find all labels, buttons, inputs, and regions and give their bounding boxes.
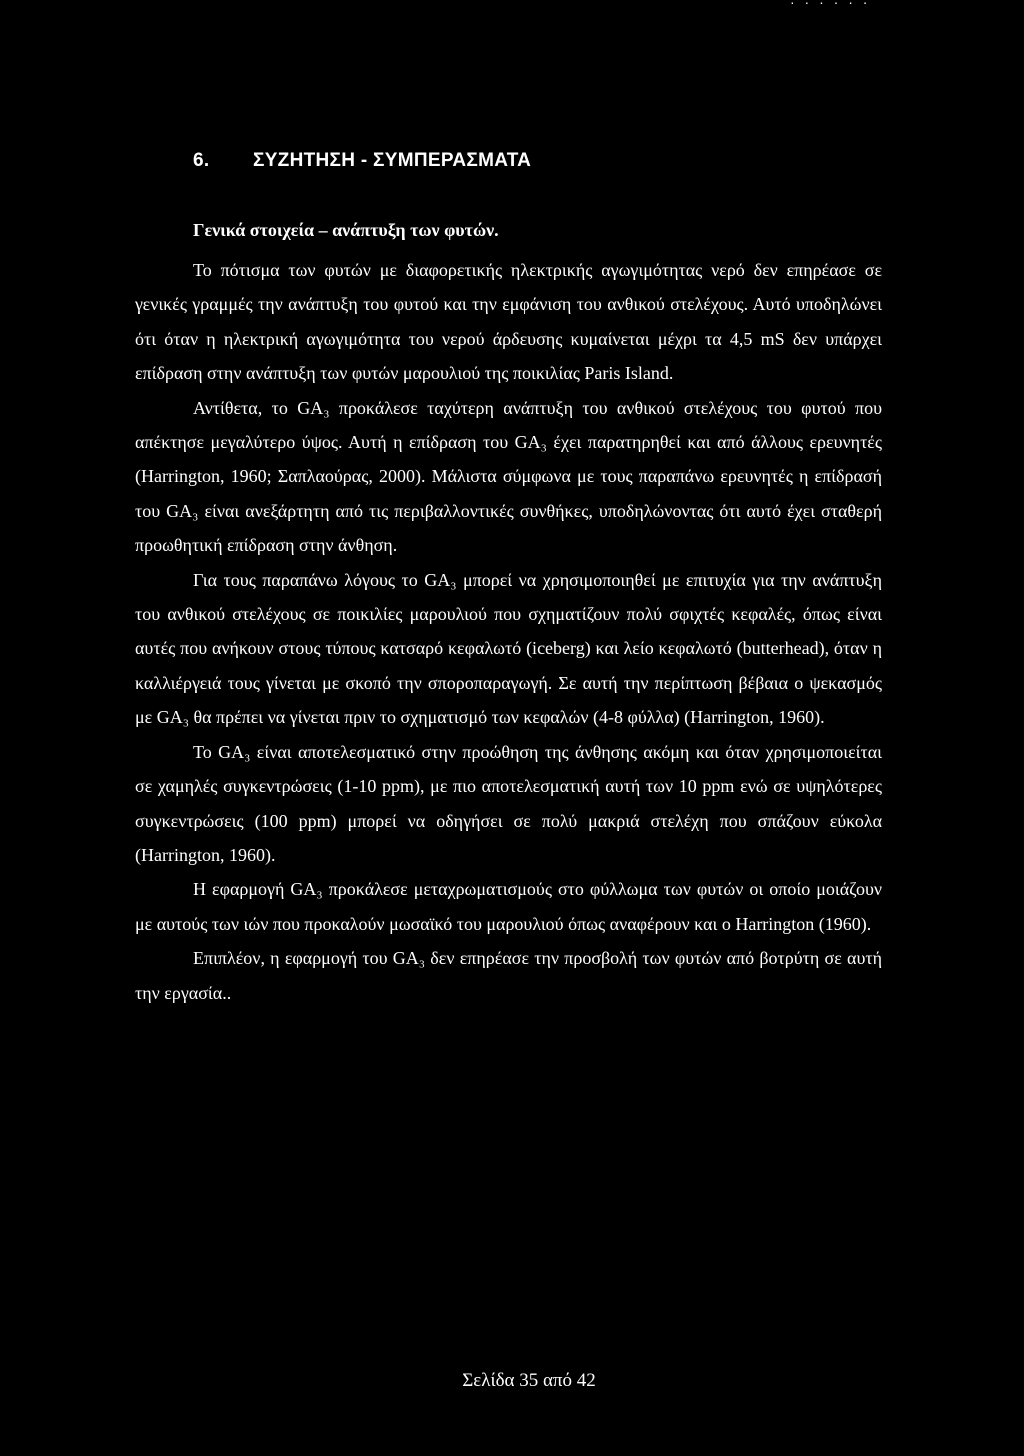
body-text [135, 253, 882, 1010]
section-heading [193, 150, 531, 172]
page-number: Σελίδα 35 από 42 [462, 1370, 596, 1391]
section-number: 6. [193, 150, 210, 171]
paragraph: Αντίθετα, το GA₃ προκάλεσε ταχύτερη ανάπτυξη του ανθικού στελέχους του φυτού που απέκτησε μεγαλύτερο ύψος. Αυτή η επίδραση του GA₃ έχει παρατηρηθεί και από άλλους ερευνητές (Harrington, 1960; Σαπλαούρας, 2000). Μάλιστα σύμφωνα με τους παραπάνω ερευνητές η επίδρασή του GA₃ είναι ανεξάρτητη από τις περιβαλλοντικές συνθήκες, υποδηλώνοντας ότι αυτό έχει σταθερή προωθητική επίδραση στην άνθηση. [135, 397, 882, 556]
subsection-title: Γενικά στοιχεία – ανάπτυξη των φυτών. [193, 220, 499, 240]
paragraph: Το GA₃ είναι αποτελεσματικό στην προώθηση της άνθησης ακόμη και όταν χρησιμοποιείται σε χαμηλές συγκεντρώσεις (1-10 ppm), με πιο αποτελεσματική αυτή των 10 ppm ενώ σε υψηλότερες συγκεντρώσεις (100 ppm) μπορεί να οδηγήσει σε πολύ μακριά στελέχη που σπάζουν εύκολα (Harrington, 1960). [135, 741, 882, 865]
page-footer [0, 1370, 1024, 1392]
paragraph: Το πότισμα των φυτών με διαφορετικής ηλεκτρικής αγωγιμότητας νερό δεν επηρέασε σε γενικές γραμμές την ανάπτυξη του φυτού και την εμφάνιση του ανθικού στελέχους. Αυτό υποδηλώνει ότι όταν η ηλεκτρική αγωγιμότητα του νερού άρδευσης κυμαίνεται μέχρι τα 4,5 mS δεν υπάρχει επίδραση στην ανάπτυξη των φυτών μαρουλιού της ποικιλίας Paris Island. [135, 260, 882, 384]
section-title: ΣΥΖΗΤΗΣΗ - ΣΥΜΠΕΡΑΣΜΑΤΑ [253, 150, 532, 171]
paragraph: Η εφαρμογή GA₃ προκάλεσε μεταχρωματισμούς στο φύλλωμα των φυτών οι οποίο μοιάζουν με αυτούς των ιών που προκαλούν μωσαϊκό του μαρουλιού όπως αναφέρουν και ο Harrington (1960). [135, 879, 882, 934]
paragraph: Επιπλέον, η εφαρμογή του GA₃ δεν επηρέασε την προσβολή των φυτών από βοτρύτη σε αυτή την εργασία.. [135, 948, 882, 1003]
paragraph: Για τους παραπάνω λόγους το GA₃ μπορεί να χρησιμοποιηθεί με επιτυχία για την ανάπτυξη του ανθικού στελέχους σε ποικιλίες μαρουλιού που σχηματίζουν πολύ σφιχτές κεφαλές, όπως είναι αυτές που ανήκουν στους τύπους κατσαρό κεφαλωτό (iceberg) και λείο κεφαλωτό (butterhead), όταν η καλλιέργειά τους γίνεται με σκοπό την σποροπαραγωγή. Σε αυτή την περίπτωση βέβαια ο ψεκασμός με GA₃ θα πρέπει να γίνεται πριν το σχηματισμό των κεφαλών (4-8 φύλλα) (Harrington, 1960). [135, 569, 882, 728]
top-edge-marks: · · · · · · [790, 0, 871, 10]
